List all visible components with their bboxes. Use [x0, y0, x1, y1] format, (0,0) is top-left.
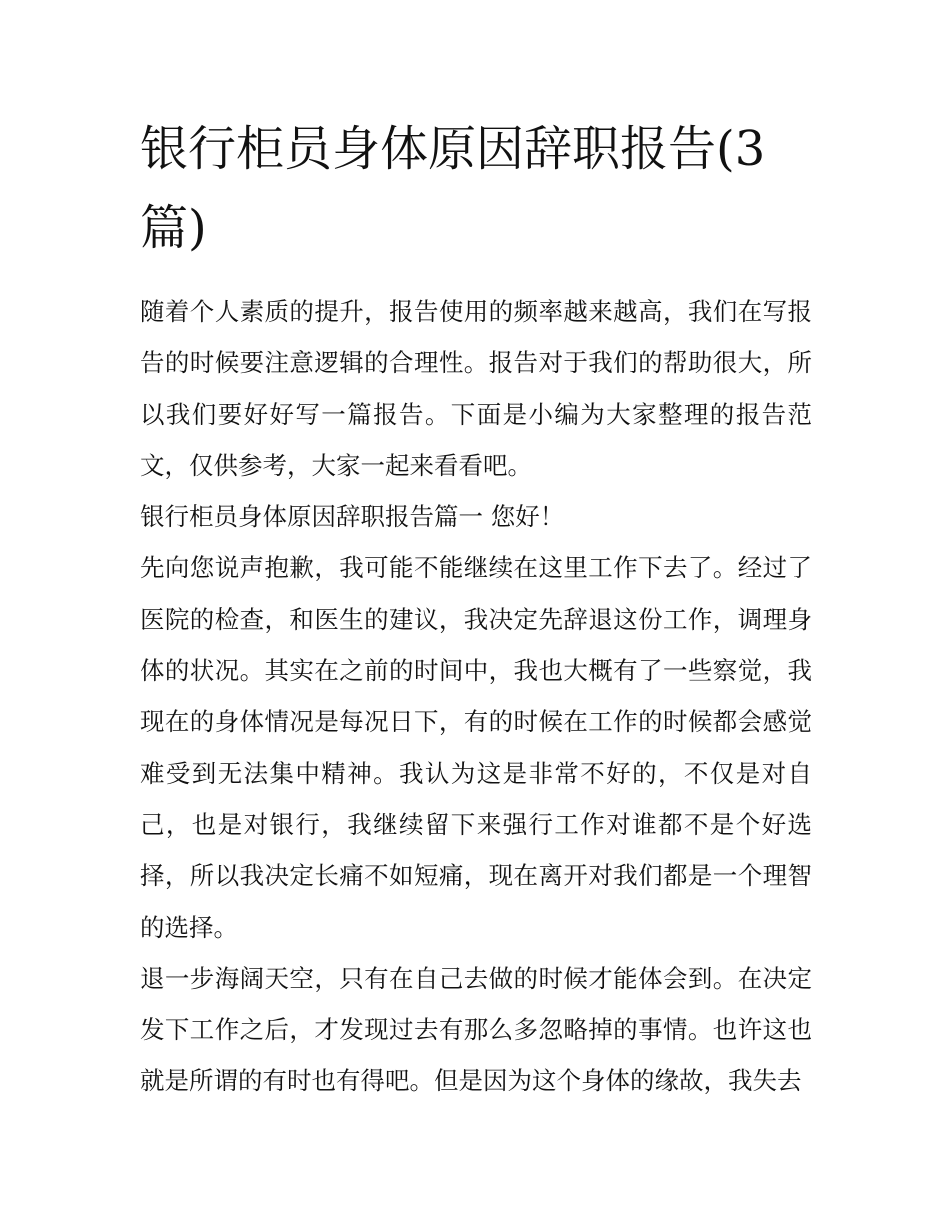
section-heading-paragraph: 银行柜员身体原因辞职报告篇一 您好！ [140, 502, 565, 532]
body-paragraph: 先向您说声抱歉，我可能不能继续在这里工作下去了。经过了医院的检查，和医生的建议，我决定先辞退这份工作，调理身体的状况。其实在之前的时间中，我也大概有了一些察觉，我现在的身体情况是每况日下，有的时候在工作的时候都会感觉难受到无法集中精神。我认为这是非常不好的，不仅是对自己，也是对银行，我继续留下来强行工作对谁都不是个好选择，所以我决定长痛不如短痛，现在离开对我们都是一个理智的选择。 [140, 553, 812, 942]
intro-paragraph: 随着个人素质的提升，报告使用的频率越来越高，我们在写报告的时候要注意逻辑的合理性。报告对于我们的帮助很大，所以我们要好好写一篇报告。下面是小编为大家整理的报告范文，仅供参考，大家一起来看看吧。 [140, 297, 812, 480]
document-body [140, 110, 812, 1107]
body-paragraph: 退一步海阔天空，只有在自己去做的时候才能体会到。在决定发下工作之后，才发现过去有那么多忽略掉的事情。也许这也就是所谓的有时也有得吧。但是因为这个身体的缘故，我失去 [140, 963, 812, 1096]
document-title: 银行柜员身体原因辞职报告(3篇) [140, 121, 766, 256]
